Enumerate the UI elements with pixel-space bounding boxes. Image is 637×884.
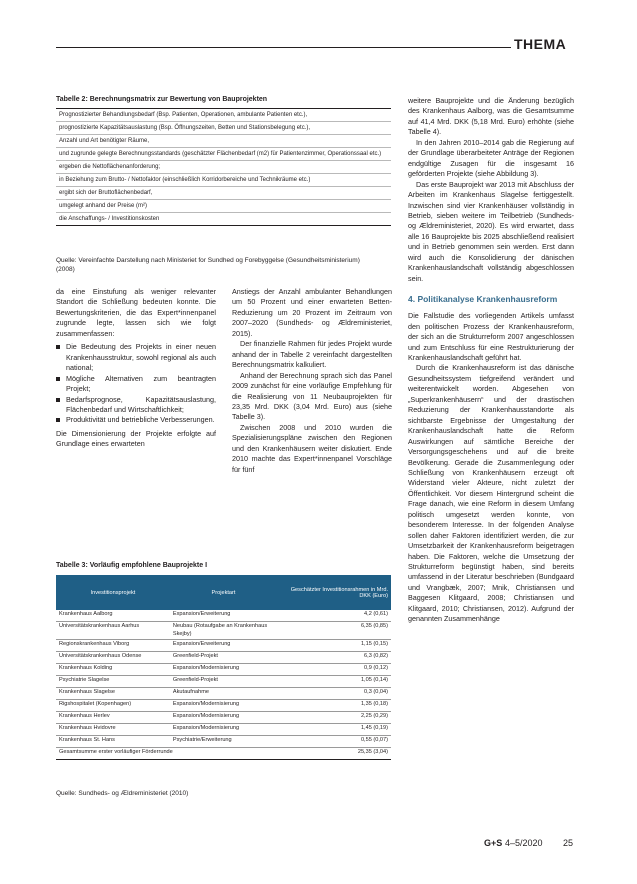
column-header: Projektart — [170, 575, 277, 610]
paragraph: Zwischen 2008 und 2010 wurden die Spezialisierungspläne zwischen den Regionen und den Krankenhäusern weiter diskutiert. Ende 2010 machte das Expert*innenpanel Vorschläge für fünf — [232, 422, 392, 474]
table-total-row — [56, 748, 391, 760]
page-number: 25 — [563, 838, 574, 848]
cell: Psychiatrie Slagelse — [56, 676, 170, 688]
list-item: Bedarfsprognose, Kapazitätsauslastung, Flächenbedarf und Wirtschaftlichkeit; — [56, 395, 216, 416]
paragraph: Die Dimensionierung der Projekte erfolgte auf Grundlage eines erwarteten — [56, 428, 216, 449]
cell: Expansion/Modernisierung — [170, 712, 277, 724]
cell: Expansion/Erweiterung — [170, 640, 277, 652]
cell: 6,3 (0,82) — [277, 652, 391, 664]
cell: Greenfield-Projekt — [170, 676, 277, 688]
cell: Rigshospitalet (Kopenhagen) — [56, 700, 170, 712]
cell: 0,55 (0,07) — [277, 736, 391, 748]
table2-row: umgelegt anhand der Preise (m²) — [56, 200, 391, 213]
table2-caption: Tabelle 2: Berechnungsmatrix zur Bewertung von Bauprojekten — [56, 96, 268, 103]
cell: Expansion/Erweiterung — [170, 610, 277, 622]
cell: Neubau (Rotaufgabe an Krankenhaus Skejby) — [170, 622, 277, 640]
table3 — [56, 575, 391, 760]
table3-caption: Tabelle 3: Vorläufig empfohlene Bauprojekte I — [56, 562, 208, 569]
cell: Universitätskrankenhaus Aarhus — [56, 622, 170, 640]
paragraph: Anhand der Berechnung sprach sich das Panel 2009 zunächst für eine vorläufige Empfehlung für die Realisierung von 11 Neubauprojekten für 23,35 Mrd. DKK (3,04 Mrd. Euro) aus (siehe Tabelle 3). — [232, 370, 392, 422]
table-row — [56, 652, 391, 664]
column-header: Investitionsprojekt — [56, 575, 170, 610]
table-row — [56, 622, 391, 640]
list-item: Mögliche Alternativen zum beantragten Projekt; — [56, 374, 216, 395]
cell: Krankenhaus Kolding — [56, 664, 170, 676]
cell: 1,05 (0,14) — [277, 676, 391, 688]
cell: 1,45 (0,19) — [277, 724, 391, 736]
cell: Expansion/Modernisierung — [170, 700, 277, 712]
total-label: Gesamtsumme erster vorläufiger Förderrunde — [56, 748, 277, 760]
cell: 1,15 (0,15) — [277, 640, 391, 652]
paragraph: Der finanzielle Rahmen für jedes Projekt wurde anhand der in Tabelle 2 vereinfacht dargestellten Berechnungsmatrix kalkuliert. — [232, 339, 392, 370]
criteria-list — [56, 342, 216, 426]
column-1 — [56, 287, 216, 450]
section-label: THEMA — [514, 36, 567, 52]
cell: Expansion/Modernisierung — [170, 724, 277, 736]
cell: Krankenhaus St. Hans — [56, 736, 170, 748]
cell: Regionskrankenhaus Viborg — [56, 640, 170, 652]
table2-row: ergeben die Nettoflächenanforderung; — [56, 161, 391, 174]
paragraph: Das erste Bauprojekt war 2013 mit Abschluss der Arbeiten im Krankenhaus Slagelse fertiggestellt. Inzwischen sind vier Krankenhäuser vollständig in Betrieb, sieben weitere im Teilbetrieb (Sundheds- og Ældreministeriet, 2020). Es wird erwartet, dass alle 16 Bauprojekte bis 2025 abschließend realisiert und in Betrieb genommen sein werden. Erst dann wird auch die Konsolidierung der dänischen Krankenhauslandschaft vollständig abgeschlossen sein. — [408, 179, 574, 283]
table-row — [56, 610, 391, 622]
header-rule — [56, 47, 511, 48]
table-row — [56, 688, 391, 700]
cell: 4,2 (0,61) — [277, 610, 391, 622]
cell: 0,9 (0,12) — [277, 664, 391, 676]
list-item: Produktivität und betriebliche Verbesserungen. — [56, 415, 216, 425]
column-header: Geschätzter Investitionsrahmen in Mrd. DKK (Euro) — [277, 575, 391, 610]
cell: Krankenhaus Herlev — [56, 712, 170, 724]
cell: 2,25 (0,29) — [277, 712, 391, 724]
cell: 1,35 (0,18) — [277, 700, 391, 712]
table2-row: in Beziehung zum Brutto- / Nettofaktor (einschließlich Korridorbereiche und Technikräume etc.) — [56, 174, 391, 187]
table2-row: Prognostizierter Behandlungsbedarf (Bsp. Patienten, Operationen, ambulante Patienten etc.), — [56, 109, 391, 122]
cell: Universitätskrankenhaus Odense — [56, 652, 170, 664]
cell: Akutaufnahme — [170, 688, 277, 700]
table-row — [56, 724, 391, 736]
table3-header-row — [56, 575, 391, 610]
paragraph: Anstiegs der Anzahl ambulanter Behandlungen um 50 Prozent und einer erwarteten Betten-Reduzierung um 20 Prozent im Zeitraum von 2007–2020 (Sundheds- og Ældreministeriet, 2015). — [232, 287, 392, 338]
table-row — [56, 700, 391, 712]
paragraph: In den Jahren 2010–2014 gab die Regierung auf der Grundlage überarbeiteter Anträge der Regionen endgültige Zusagen für die insgesamt 16 geförderten Projekte (siehe Abbildung 3). — [408, 137, 574, 179]
section-heading: 4. Politikanalyse Krankenhausreform — [408, 294, 558, 305]
cell: Greenfield-Projekt — [170, 652, 277, 664]
table3-source: Quelle: Sundheds- og Ældreministeriet (2010) — [56, 790, 189, 797]
cell: Krankenhaus Hvidovre — [56, 724, 170, 736]
issue-number: 4–5/2020 — [505, 838, 543, 848]
paragraph: da eine Einstufung als weniger relevanter Standort die Schließung bedeuten konnte. Die Bewertungskriterien, die das Expert*innenpanel zugrunde legte, lassen sich wie folgt zusammenfassen: — [56, 287, 216, 338]
column-3 — [408, 96, 574, 625]
cell: Krankenhaus Slagelse — [56, 688, 170, 700]
total-value: 25,35 (3,04) — [277, 748, 391, 760]
paragraph: Die Fallstudie des vorliegenden Artikels umfasst den politischen Prozess der Krankenhausreform, der sich an die Strukturreform 2007 angeschlossen und zum Entschluss für eine Restrukturierung der Krankenhauslandschaft geführt hat. — [408, 311, 574, 362]
table2-source: Quelle: Vereinfachte Darstellung nach Ministeriet for Sundhed og Forebyggelse (Gesundheitsministerium) (2008) — [56, 257, 360, 273]
cell: 0,3 (0,04) — [277, 688, 391, 700]
table2 — [56, 108, 391, 226]
list-item: Die Bedeutung des Projekts in einer neuen Krankenhausstruktur, sowohl regional als auch national; — [56, 342, 216, 373]
table2-row: und zugrunde gelegte Berechnungsstandards (geschätzter Flächenbedarf (m2) für Patientenzimmer, Operationssaal etc.) — [56, 148, 391, 161]
table2-row: die Anschaffungs- / Investitionskosten — [59, 216, 160, 222]
journal-brand: G+S — [484, 838, 503, 848]
table-row — [56, 712, 391, 724]
table-row — [56, 736, 391, 748]
cell: 6,35 (0,85) — [277, 622, 391, 640]
cell: Expansion/Modernisierung — [170, 664, 277, 676]
table2-row: ergibt sich der Bruttoflächenbedarf, — [56, 187, 391, 200]
cell: Krankenhaus Aalborg — [56, 610, 170, 622]
cell: Psychiatrie/Erweiterung — [170, 736, 277, 748]
table2-row: prognostizierte Kapazitätsauslastung (Bsp. Öffnungszeiten, Betten und Stationsbelegung etc.), — [56, 122, 391, 135]
table-row — [56, 640, 391, 652]
column-2 — [232, 287, 392, 475]
paragraph: Durch die Krankenhausreform ist das dänische Gesundheitssystem tiefgreifend verändert und weiterentwickelt worden. Abgesehen von „Superkrankenhäusern“ und der drastischen Reduzierung der Krankenhausstandorte als sichtbarste Ergebnisse der Umgestaltung der Krankenhauslandschaft hatte die Reform Auswirkungen auf sämtliche Bereiche der Versorgungsgeschehens und auf die breite Bevölkerung. Gerade die Zusammenlegung oder Schließung von Krankenhäusern erzeugt oft Widerstand vieler Akteure, nicht zuletzt der Öffentlichkeit. Vor diesem Hintergrund scheint die Frage danach, wie eine Reform in diesem Umfang politisch umgesetzt werden konnte, von besonderem Interesse. In der folgenden Analyse sollen daher Faktoren identifiziert werden, die zur Umsetzbarkeit der Krankenhausreform beigetragen haben. Die Faktoren, welche die Umsetzung der Strukturreform begünstigt haben, sind bereits umfassend in der Literatur beschrieben (Bundgaard und Vrangbæk, 2007; Mnik, Christiansen und Baggesen Klitgaard, 2008; Christiansen und Klitgaard, 2010; Christiansen, 2012). Aufgrund der genannten Zusammenhänge — [408, 363, 574, 624]
table-row — [56, 676, 391, 688]
paragraph: weitere Bauprojekte und die Änderung bezüglich des Krankenhaus Aalborg, was die Gesamtsumme auf 41,4 Mrd. DKK (5,18 Mrd. Euro) erhöhte (siehe Tabelle 4). — [408, 96, 574, 137]
table-row — [56, 664, 391, 676]
table2-row: Anzahl und Art benötigter Räume, — [56, 135, 391, 148]
